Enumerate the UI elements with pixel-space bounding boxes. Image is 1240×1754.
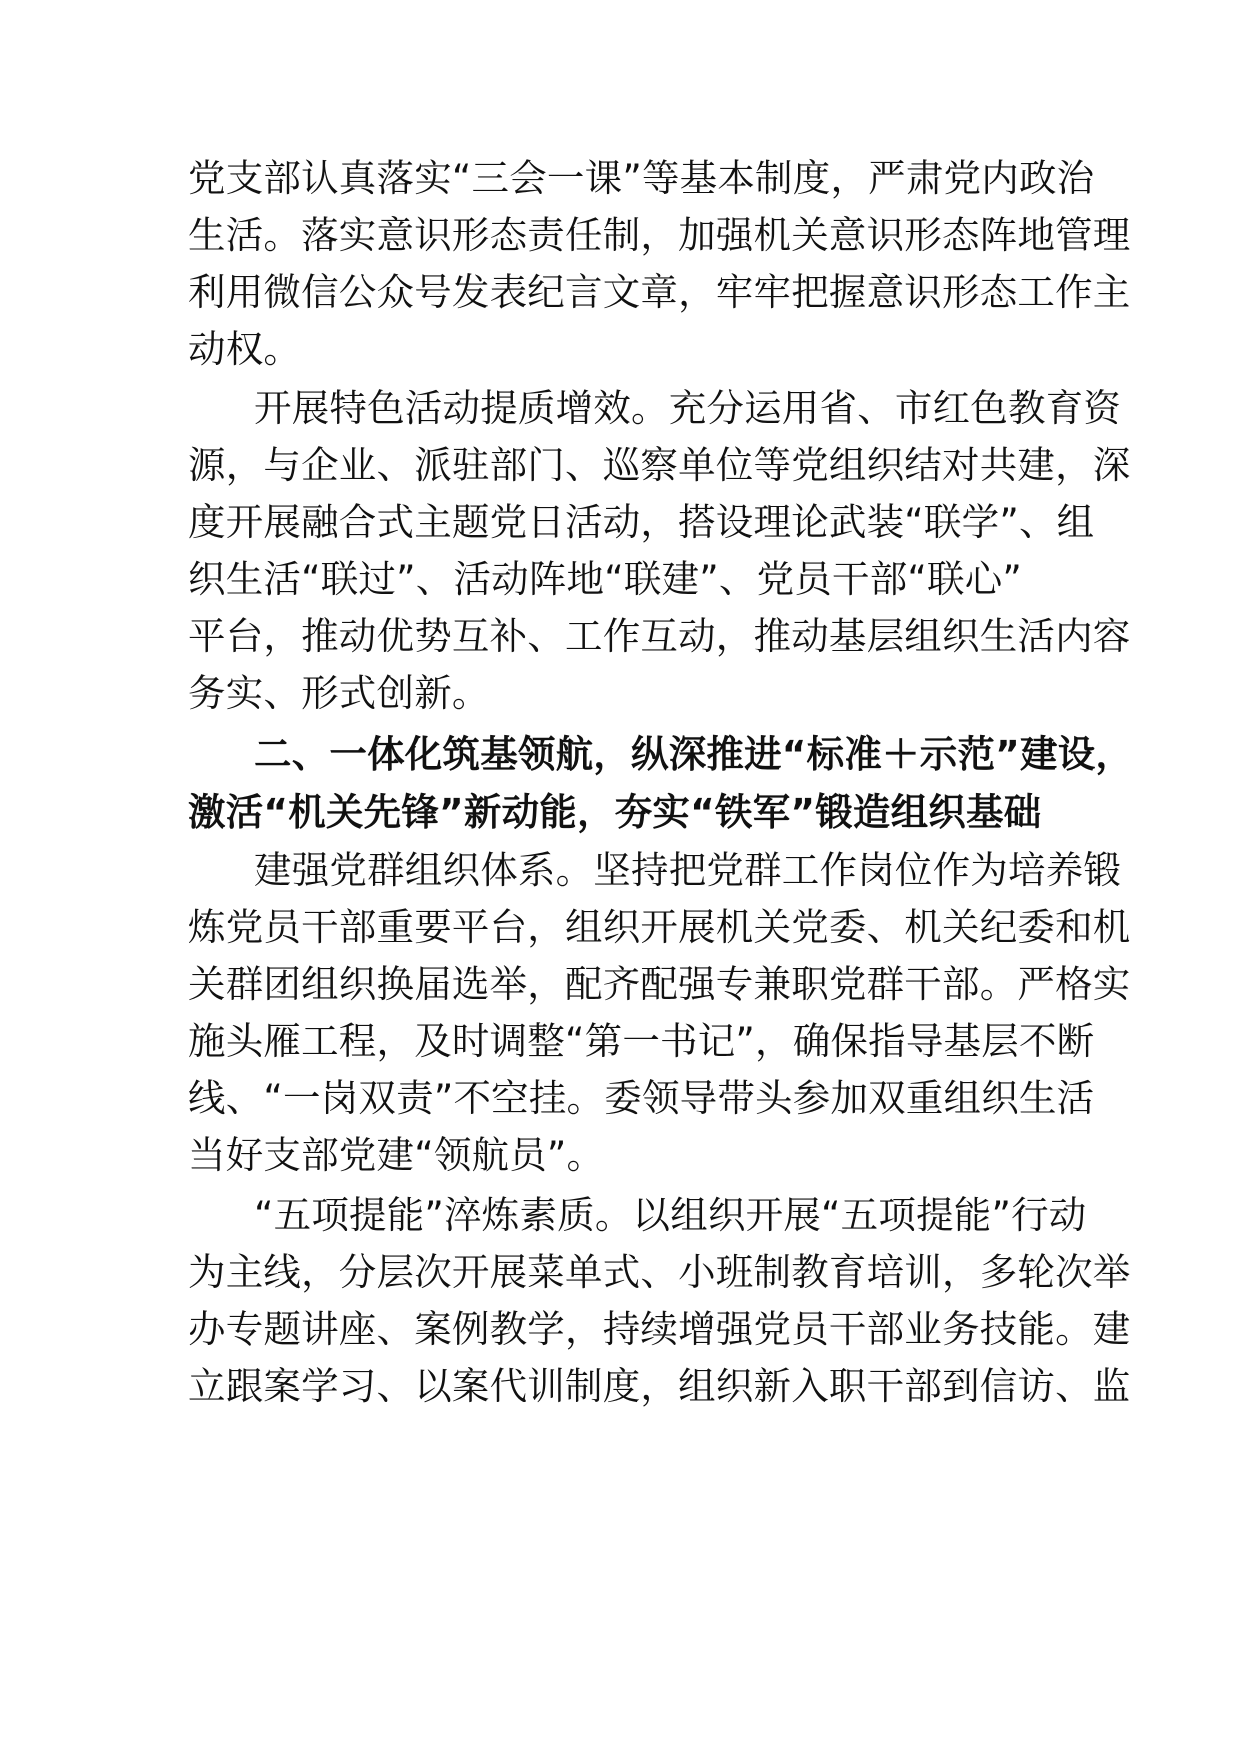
body-text-line: 施头雁工程，及时调整“第一书记”，确保指导基层不断 (188, 1019, 1095, 1063)
body-text-line: 动权。 (188, 327, 302, 371)
body-text-line: 生活。落实意识形态责任制，加强机关意识形态阵地管理 (188, 213, 1131, 257)
section-heading-line: 激活“机关先锋”新动能，夯实“铁军”锻造组织基础 (188, 790, 1042, 834)
body-text-line: 炼党员干部重要平台，组织开展机关党委、机关纪委和机 (188, 905, 1131, 949)
body-text-line: 党支部认真落实“三会一课”等基本制度，严肃党内政治 (188, 156, 1095, 200)
body-text-line: 关群团组织换届选举，配齐配强专兼职党群干部。严格实 (188, 962, 1131, 1006)
body-text-line: 源，与企业、派驻部门、巡察单位等党组织结对共建，深 (188, 443, 1131, 487)
body-text-line: 办专题讲座、案例教学，持续增强党员干部业务技能。建 (188, 1307, 1131, 1351)
body-text-line: 立跟案学习、以案代训制度，组织新入职干部到信访、监 (188, 1364, 1131, 1408)
paragraph-heading-line: “五项提能”淬炼素质。以组织开展“五项提能”行动 (254, 1193, 1087, 1237)
body-text-line: 为主线，分层次开展菜单式、小班制教育培训，多轮次举 (188, 1250, 1131, 1294)
body-text-line: 当好支部党建“领航员”。 (188, 1133, 605, 1177)
body-text-line: 务实、形式创新。 (188, 671, 490, 715)
body-text-line: 利用微信公众号发表纪言文章，牢牢把握意识形态工作主 (188, 270, 1131, 314)
section-heading-line: 二、一体化筑基领航，纵深推进“标准＋示范”建设， (254, 732, 1134, 776)
body-text-line: 度开展融合式主题党日活动，搭设理论武装“联学”、组 (188, 500, 1095, 544)
body-text-line: 织生活“联过”、活动阵地“联建”、党员干部“联心” (188, 557, 1023, 601)
body-text-line: 平台，推动优势互补、工作互动，推动基层组织生活内容 (188, 614, 1131, 658)
paragraph-heading-line: 建强党群组织体系。坚持把党群工作岗位作为培养锻 (254, 848, 1122, 892)
body-text-line: 线、“一岗双责”不空挂。委领导带头参加双重组织生活 (188, 1076, 1095, 1120)
paragraph-heading-line: 开展特色活动提质增效。充分运用省、市红色教育资 (254, 386, 1122, 430)
